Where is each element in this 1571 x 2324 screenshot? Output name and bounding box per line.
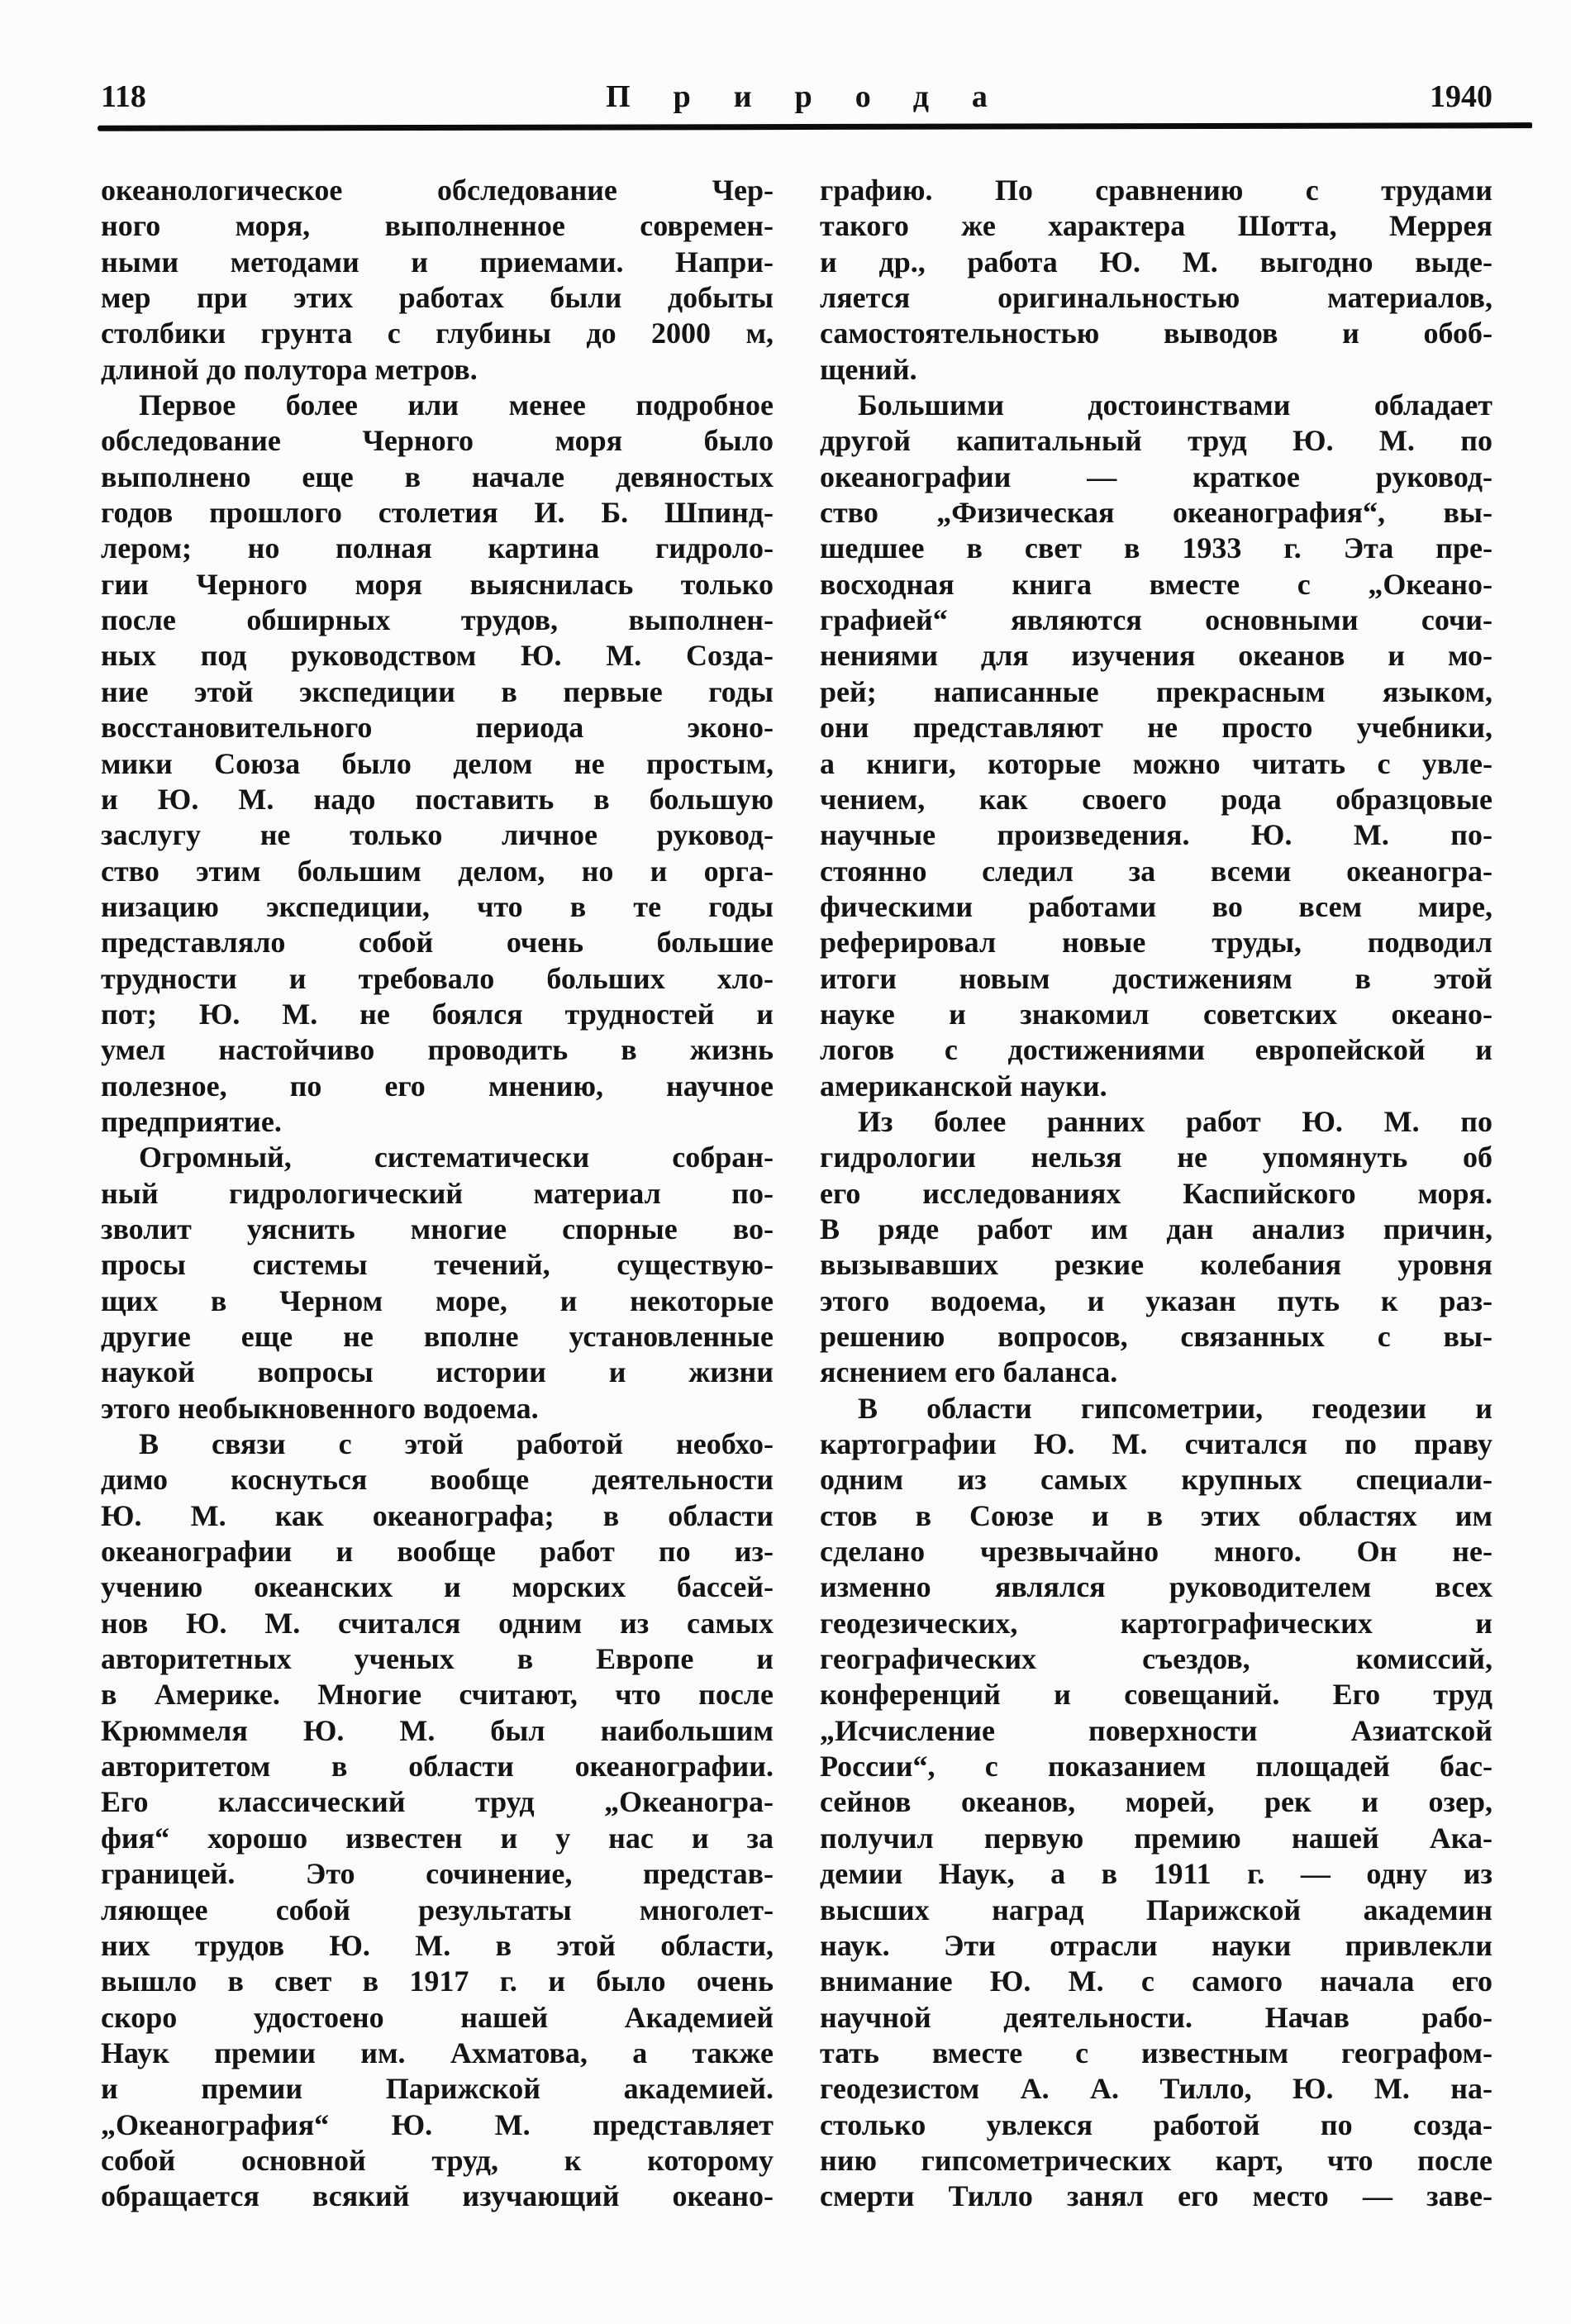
text-line: смерти Тилло занял его место — заве- [820,2179,1492,2213]
text-line: рей; написанные прекрасным языком, [820,674,1492,708]
text-line: пот; Ю. М. не боялся трудностей и [101,997,774,1031]
text-line: димо коснуться вообще деятельности [101,1463,774,1497]
text-line: „Океанография“ Ю. М. представляет [101,2107,774,2141]
text-line: выполнено еще в начале девяностых [101,460,774,493]
text-line: океанографии и вообще работ по из- [101,1535,774,1569]
text-line: Огромный, систематически собран- [139,1141,774,1174]
text-line: мики Союза было делом не простым, [101,746,774,780]
text-line: трудности и требовало больших хло- [101,961,774,995]
text-line: зволит уяснить многие спорные во- [101,1212,774,1245]
text-line: годов прошлого столетия И. Б. Шпинд- [101,496,774,530]
text-line: ного моря, выполненное современ- [101,209,774,243]
text-line: самостоятельностью выводов и обоб- [820,317,1492,350]
text-line: наук. Эти отрасли науки привлекли [820,1928,1492,1962]
text-line: авторитетных ученых в Европе и [101,1642,774,1676]
text-line: стов в Союзе и в этих областях им [820,1498,1492,1532]
text-line: другие еще не вполне установленные [101,1320,774,1353]
text-line: тать вместе с известным географом- [820,2036,1492,2069]
text-line: графией“ являются основными сочи- [820,603,1492,637]
text-line: изменно являлся руководителем всех [820,1570,1492,1604]
text-line: этого водоема, и указан путь к раз- [820,1283,1492,1317]
text-line: сделано чрезвычайно много. Он не- [820,1535,1492,1569]
text-line: учению океанских и морских бассей- [101,1570,774,1604]
text-line: длиной до полутора метров. [101,352,478,386]
text-line: скоро удостоено нашей Академией [101,2000,774,2034]
text-line: стоянно следил за всеми океаногра- [820,854,1492,888]
text-line: Первое более или менее подробное [139,388,774,422]
text-line: нию гипсометрических карт, что после [820,2143,1492,2177]
text-line: вышло в свет в 1917 г. и было очень [101,1964,774,1998]
text-line: гидрологии нельзя не упомянуть об [820,1141,1492,1174]
text-line: мер при этих работах были добыты [101,281,774,315]
text-line: получил первую премию нашей Ака- [820,1821,1492,1855]
text-line: собой основной труд, к которому [101,2143,774,2177]
text-line: чением, как своего рода образцовые [820,782,1492,816]
text-line: научной деятельности. Начав рабо- [820,2000,1492,2034]
text-line: графию. По сравнению с трудами [820,174,1492,207]
text-line: научные произведения. Ю. М. по- [820,818,1492,852]
text-line: умел настойчиво проводить в жизнь [101,1033,774,1067]
text-line: них трудов Ю. М. в этой области, [101,1928,774,1962]
text-line: просы системы течений, существую- [101,1248,774,1282]
text-line: гии Черного моря выяснилась только [101,567,774,601]
text-line: американской науки. [820,1069,1107,1102]
journal-title: Природа [606,79,1031,114]
text-line: ными методами и приемами. Напри- [101,245,774,279]
text-line: столбики грунта с глубины до 2000 м, [101,317,774,350]
text-line: Крюммеля Ю. М. был наибольшим [101,1713,774,1747]
text-line: лером; но полная картина гидроло- [101,531,774,565]
text-line: столько увлекся работой по созда- [820,2107,1492,2141]
text-line: Ю. М. как океанографа; в области [101,1498,774,1532]
text-line: обращается всякий изучающий океано- [101,2179,774,2213]
text-line: геодезических, картографических и [820,1606,1492,1640]
text-line: его исследованиях Каспийского моря. [820,1176,1492,1210]
text-line: а книги, которые можно читать с увле- [820,746,1492,780]
text-line: океанологическое обследование Чер- [101,174,774,207]
text-line: внимание Ю. М. с самого начала его [820,1964,1492,1998]
text-line: одним из самых крупных специали- [820,1463,1492,1497]
text-line: Большими достоинствами обладает [858,388,1492,422]
text-line: этого необыкновенного водоема. [101,1391,539,1425]
text-line: обследование Черного моря было [101,424,774,458]
text-line: представляло собой очень большие [101,926,774,960]
text-line: яснением его баланса. [820,1355,1118,1389]
text-line: геодезистом А. А. Тилло, Ю. М. на- [820,2072,1492,2106]
text-line: В связи с этой работой необхо- [139,1427,774,1461]
text-line: нов Ю. М. считался одним из самых [101,1606,774,1640]
text-line: предприятие. [101,1104,282,1138]
text-line: и премии Парижской академией. [101,2072,774,2106]
text-line: В области гипсометрии, геодезии и [858,1391,1492,1425]
text-line: высших наград Парижской академин [820,1893,1492,1926]
text-line: Его классический труд „Океаногра- [101,1785,774,1819]
text-line: ляется оригинальностью материалов, [820,281,1492,315]
page-number: 118 [101,79,146,114]
year-label: 1940 [1430,79,1492,114]
text-line: Наук премии им. Ахматова, а также [101,2036,774,2069]
header-rule [98,122,1532,131]
text-line: восходная книга вместе с „Океано- [820,567,1492,601]
text-line: итоги новым достижениям в этой [820,961,1492,995]
right-column [820,173,1492,2215]
text-line: картографии Ю. М. считался по праву [820,1427,1492,1461]
text-line: океанографии — краткое руковод- [820,460,1492,493]
text-line: низацию экспедиции, что в те годы [101,889,774,923]
text-line: и др., работа Ю. М. выгодно выде- [820,245,1492,279]
text-line: после обширных трудов, выполнен- [101,603,774,637]
article-body [101,173,1492,2215]
text-line: реферировал новые труды, подводил [820,926,1492,960]
text-line: В ряде работ им дан анализ причин, [820,1212,1492,1245]
text-line: восстановительного периода эконо- [101,711,774,745]
text-line: другой капитальный труд Ю. М. по [820,424,1492,458]
text-line: Из более ранних работ Ю. М. по [858,1104,1492,1138]
text-line: нениями для изучения океанов и мо- [820,639,1492,673]
text-line: ство „Физическая океанография“, вы- [820,496,1492,530]
text-line: щений. [820,352,917,386]
left-column [101,173,774,2215]
text-line: вызывавших резкие колебания уровня [820,1248,1492,1282]
text-line: полезное, по его мнению, научное [101,1069,774,1102]
text-line: России“, с показанием площадей бас- [820,1750,1492,1783]
text-line: границей. Это сочинение, представ- [101,1857,774,1891]
text-line: наукой вопросы истории и жизни [101,1355,774,1389]
text-line: фическими работами во всем мире, [820,889,1492,923]
text-line: авторитетом в области океанографии. [101,1750,774,1783]
text-line: конференций и совещаний. Его труд [820,1678,1492,1712]
text-line: в Америке. Многие считают, что после [101,1678,774,1712]
text-line: географических съездов, комиссий, [820,1642,1492,1676]
text-line: ных под руководством Ю. М. Созда- [101,639,774,673]
text-line: науке и знакомил советских океано- [820,997,1492,1031]
text-line: решению вопросов, связанных с вы- [820,1320,1492,1353]
text-line: ляющее собой результаты многолет- [101,1893,774,1926]
text-line: логов с достижениями европейской и [820,1033,1492,1067]
text-line: такого же характера Шотта, Меррея [820,209,1492,243]
page-header [101,79,1492,114]
text-line: демии Наук, а в 1911 г. — одну из [820,1857,1492,1891]
text-line: и Ю. М. надо поставить в большую [101,782,774,816]
text-line: ный гидрологический материал по- [101,1176,774,1210]
text-line: ние этой экспедиции в первые годы [101,674,774,708]
text-line: шедшее в свет в 1933 г. Эта пре- [820,531,1492,565]
text-line: фия“ хорошо известен и у нас и за [101,1821,774,1855]
text-line: „Исчисление поверхности Азиатской [820,1713,1492,1747]
text-line: сейнов океанов, морей, рек и озер, [820,1785,1492,1819]
text-line: щих в Черном море, и некоторые [101,1283,774,1317]
text-line: ство этим большим делом, но и орга- [101,854,774,888]
text-line: они представляют не просто учебники, [820,711,1492,745]
text-line: заслугу не только личное руковод- [101,818,774,852]
